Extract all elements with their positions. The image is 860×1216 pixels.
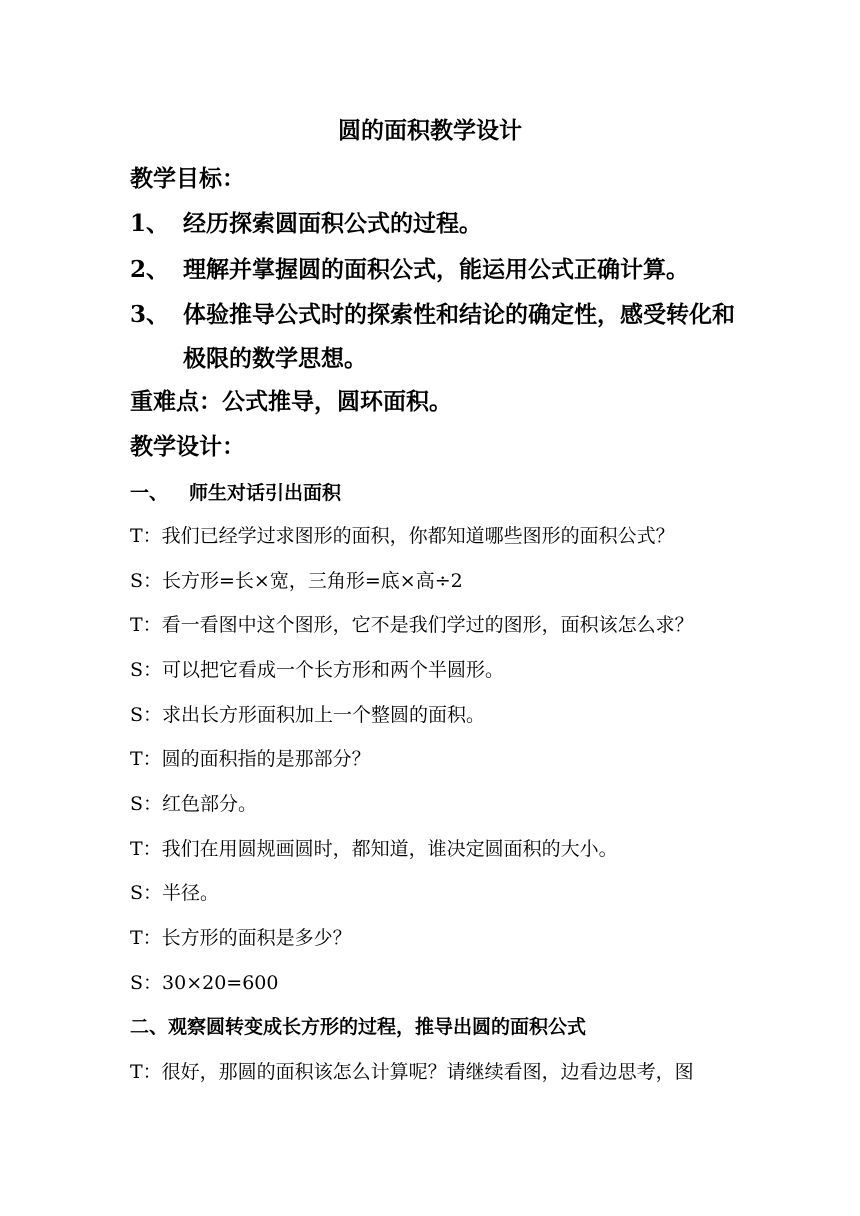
section-number: 一、: [130, 482, 169, 504]
design-heading: 教学设计：: [130, 433, 245, 460]
goal-item-1: [130, 205, 482, 238]
goal-text: 理解并掌握圆的面积公式，能运用公式正确计算。: [183, 256, 689, 283]
dialogue-line: S：求出长方形面积加上一个整圆的面积。: [130, 704, 486, 726]
dialogue-line: S：红色部分。: [130, 793, 258, 815]
section-1-heading: [130, 478, 341, 505]
dialogue-line: T：很好，那圆的面积该怎么计算呢？请继续看图，边看边思考，图: [130, 1061, 694, 1083]
goal-number: 2、: [130, 256, 170, 283]
goal-item-3-continuation: 极限的数学思想。: [183, 345, 367, 372]
goal-item-3: [130, 296, 735, 329]
dialogue-line: T：我们在用圆规画圆时，都知道，谁决定圆面积的大小。: [130, 838, 618, 860]
goals-heading: 教学目标：: [130, 165, 245, 192]
dialogue-line: S：可以把它看成一个长方形和两个半圆形。: [130, 659, 505, 681]
dialogue-line: S：长方形=长×宽，三角形=底×高÷2: [130, 570, 463, 592]
section-2-heading: 二、观察圆转变成长方形的过程，推导出圆的面积公式: [130, 1016, 587, 1038]
section-title: 师生对话引出面积: [189, 482, 342, 504]
goal-number: 3、: [130, 301, 170, 328]
document-title: 圆的面积教学设计: [338, 117, 522, 144]
dialogue-line: T：长方形的面积是多少？: [130, 927, 352, 949]
goal-item-2: [130, 251, 689, 284]
dialogue-line: S：30×20=600: [130, 972, 279, 994]
goal-text: 经历探索圆面积公式的过程。: [183, 210, 482, 237]
dialogue-line: T：看一看图中这个图形，它不是我们学过的图形，面积该怎么求？: [130, 614, 694, 636]
dialogue-line: T：圆的面积指的是那部分？: [130, 748, 371, 770]
goal-text: 体验推导公式时的探索性和结论的确定性，感受转化和: [183, 301, 735, 328]
dialogue-line: T：我们已经学过求图形的面积，你都知道哪些图形的面积公式？: [130, 525, 675, 547]
goal-number: 1、: [130, 210, 170, 237]
key-points: 重难点：公式推导，圆环面积。: [130, 388, 452, 415]
dialogue-line: S：半径。: [130, 882, 220, 904]
